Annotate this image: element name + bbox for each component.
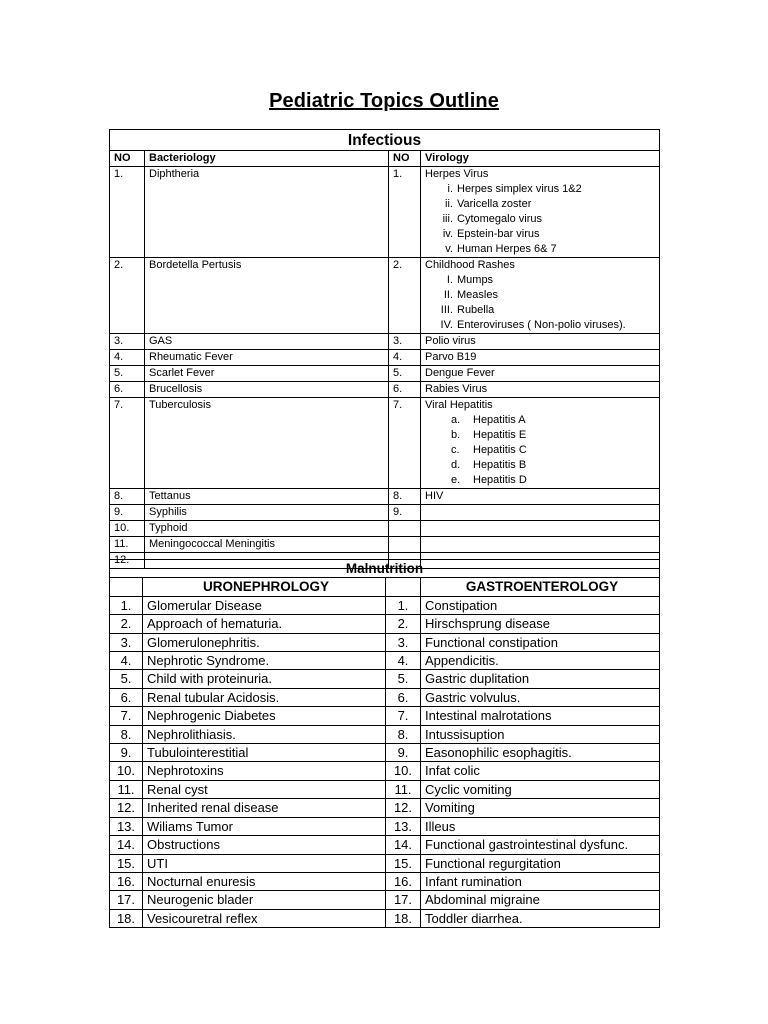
uronephrology-item: Obstructions	[143, 836, 386, 854]
uronephrology-gastroenterology-table	[109, 559, 660, 928]
infectious-heading-row	[110, 130, 660, 151]
bacteriology-number: 3.	[110, 334, 145, 350]
gastro-number: 13.	[386, 817, 421, 835]
list-item-text: Measles	[457, 289, 498, 301]
list-item	[425, 197, 659, 212]
gastroenterology-item: Functional regurgitation	[421, 854, 660, 872]
page-title: Pediatric Topics Outline	[269, 90, 499, 112]
gastro-number: 9.	[386, 744, 421, 762]
uronephrology-item: Renal cyst	[143, 780, 386, 798]
list-item-marker: III.	[440, 304, 453, 316]
list-item-marker: c.	[451, 444, 460, 456]
uronephrology-item: Inherited renal disease	[143, 799, 386, 817]
list-item-text: Hepatitis A	[473, 414, 526, 426]
gastro-number: 15.	[386, 854, 421, 872]
list-item	[425, 318, 659, 333]
virology-sublist	[425, 273, 659, 333]
table-row	[110, 817, 660, 835]
list-item-text: Varicella zoster	[457, 198, 532, 210]
table-row	[110, 854, 660, 872]
uro-number: 6.	[110, 688, 143, 706]
table-row	[110, 799, 660, 817]
list-item-text: Human Herpes 6& 7	[457, 243, 557, 255]
list-item-marker: a.	[451, 414, 461, 426]
uro-number: 3.	[110, 633, 143, 651]
bacteriology-item: Tettanus	[145, 489, 389, 505]
bacteriology-item: Brucellosis	[145, 382, 389, 398]
uronephrology-item: Child with proteinuria.	[143, 670, 386, 688]
table-row	[110, 489, 660, 505]
list-item	[425, 458, 659, 473]
table-row	[110, 521, 660, 537]
gastroenterology-item: Constipation	[421, 596, 660, 614]
list-item-marker: d.	[451, 459, 461, 471]
gastroenterology-item: Easonophilic esophagitis.	[421, 744, 660, 762]
virology-item-label: Childhood Rashes	[425, 259, 515, 271]
uronephrology-item: Neurogenic blader	[143, 891, 386, 909]
list-item	[425, 443, 659, 458]
list-item	[425, 242, 659, 257]
uro-number-header	[110, 578, 143, 596]
virology-item-label: Parvo B19	[425, 351, 477, 363]
gastroenterology-item: Cyclic vomiting	[421, 780, 660, 798]
bacteriology-item: Diphtheria	[145, 167, 389, 258]
table-row	[110, 872, 660, 890]
virology-sublist	[425, 413, 659, 488]
bacteriology-item: Meningococcal Meningitis	[145, 537, 389, 553]
list-item	[425, 212, 659, 227]
list-item-text: Hepatitis C	[473, 444, 527, 456]
gastroenterology-item: Gastric volvulus.	[421, 688, 660, 706]
uro-number: 8.	[110, 725, 143, 743]
list-item	[425, 273, 659, 288]
table-row	[110, 652, 660, 670]
table-row	[110, 615, 660, 633]
table-row	[110, 258, 660, 334]
gastro-number: 6.	[386, 688, 421, 706]
gastroenterology-item: Intestinal malrotations	[421, 707, 660, 725]
uro-number: 5.	[110, 670, 143, 688]
bacteriology-item: Rheumatic Fever	[145, 350, 389, 366]
lower-section-headers	[110, 578, 660, 596]
virology-item-label: Rabies Virus	[425, 383, 488, 395]
virology-item	[421, 398, 660, 489]
bacteriology-number: 6.	[110, 382, 145, 398]
bacteriology-number: 7.	[110, 398, 145, 489]
table-row	[110, 366, 660, 382]
col-virology: Virology	[421, 151, 660, 167]
gastro-number: 7.	[386, 707, 421, 725]
bacteriology-number: 4.	[110, 350, 145, 366]
list-item-marker: iv.	[442, 228, 453, 240]
table-row	[110, 334, 660, 350]
list-item-marker: I.	[446, 274, 453, 286]
uro-number: 12.	[110, 799, 143, 817]
gastroenterology-item: Infant rumination	[421, 872, 660, 890]
uro-number: 9.	[110, 744, 143, 762]
uro-number: 18.	[110, 909, 143, 927]
table-row	[110, 382, 660, 398]
uronephrology-item: Nephrotoxins	[143, 762, 386, 780]
col-no-bacteriology: NO	[110, 151, 145, 167]
list-item-marker: IV.	[440, 319, 453, 331]
list-item-marker: iii.	[442, 213, 453, 225]
gastro-number: 8.	[386, 725, 421, 743]
col-no-virology: NO	[389, 151, 421, 167]
bacteriology-item: Bordetella Pertusis	[145, 258, 389, 334]
gastro-number: 14.	[386, 836, 421, 854]
virology-number: 1.	[389, 167, 421, 258]
list-item-marker: e.	[451, 474, 461, 486]
infectious-column-headers	[110, 151, 660, 167]
gastro-number: 4.	[386, 652, 421, 670]
uronephrology-heading: URONEPHROLOGY	[143, 578, 386, 596]
uro-number: 17.	[110, 891, 143, 909]
table-row	[110, 633, 660, 651]
list-item-text: Cytomegalo virus	[457, 213, 542, 225]
table-row	[110, 836, 660, 854]
virology-item	[421, 521, 660, 537]
table-row	[110, 167, 660, 258]
list-item	[425, 303, 659, 318]
gastroenterology-heading: GASTROENTEROLOGY	[421, 578, 660, 596]
gastro-number: 12.	[386, 799, 421, 817]
list-item	[425, 227, 659, 242]
bacteriology-item: GAS	[145, 334, 389, 350]
gastroenterology-item: Functional constipation	[421, 633, 660, 651]
gastroenterology-item: Illeus	[421, 817, 660, 835]
virology-item	[421, 334, 660, 350]
bacteriology-number: 2.	[110, 258, 145, 334]
gastroenterology-item: Abdominal migraine	[421, 891, 660, 909]
virology-number	[389, 521, 421, 537]
uronephrology-item: Nocturnal enuresis	[143, 872, 386, 890]
bacteriology-item: Scarlet Fever	[145, 366, 389, 382]
virology-item	[421, 382, 660, 398]
virology-item	[421, 366, 660, 382]
gastro-number: 16.	[386, 872, 421, 890]
list-item-text: Hepatitis E	[473, 429, 527, 441]
list-item-marker: II.	[443, 289, 453, 301]
uronephrology-item: Vesicouretral reflex	[143, 909, 386, 927]
list-item-text: Hepatitis B	[473, 459, 527, 471]
virology-item	[421, 505, 660, 521]
uronephrology-item: Glomerulonephritis.	[143, 633, 386, 651]
bacteriology-number: 1.	[110, 167, 145, 258]
virology-item	[421, 537, 660, 553]
uronephrology-item: Nephrolithiasis.	[143, 725, 386, 743]
table-row	[110, 744, 660, 762]
gastroenterology-item: Gastric duplitation	[421, 670, 660, 688]
list-item	[425, 182, 659, 197]
virology-number: 6.	[389, 382, 421, 398]
uronephrology-item: Nephrogenic Diabetes	[143, 707, 386, 725]
bacteriology-number: 12.	[110, 553, 145, 569]
table-row	[110, 707, 660, 725]
virology-item-label: Polio virus	[425, 335, 476, 347]
table-row	[110, 909, 660, 927]
list-item-marker: v.	[445, 243, 453, 255]
malnutrition-heading: Malnutrition	[110, 560, 660, 578]
virology-number: 7.	[389, 398, 421, 489]
list-item-text: Epstein-bar virus	[457, 228, 540, 240]
list-item-text: Mumps	[457, 274, 494, 286]
table-row	[110, 762, 660, 780]
list-item-text: Rubella	[457, 304, 495, 316]
virology-item	[421, 350, 660, 366]
table-row	[110, 891, 660, 909]
virology-sublist	[425, 182, 659, 257]
gastroenterology-item: Hirschsprung disease	[421, 615, 660, 633]
virology-item	[421, 489, 660, 505]
gastro-number: 5.	[386, 670, 421, 688]
bacteriology-item: Syphilis	[145, 505, 389, 521]
malnutrition-row	[110, 560, 660, 578]
uronephrology-item: Glomerular Disease	[143, 596, 386, 614]
list-item	[425, 473, 659, 488]
table-row	[110, 688, 660, 706]
gastroenterology-item: Vomiting	[421, 799, 660, 817]
virology-number: 5.	[389, 366, 421, 382]
gastro-number: 18.	[386, 909, 421, 927]
virology-item-label: Herpes Virus	[425, 168, 489, 180]
gastroenterology-item: Toddler diarrhea.	[421, 909, 660, 927]
bacteriology-number: 11.	[110, 537, 145, 553]
gastro-number-header	[386, 578, 421, 596]
col-bacteriology: Bacteriology	[145, 151, 389, 167]
table-row	[110, 780, 660, 798]
virology-number: 8.	[389, 489, 421, 505]
bacteriology-item: Typhoid	[145, 521, 389, 537]
gastroenterology-item: Infat colic	[421, 762, 660, 780]
list-item-text: Herpes simplex virus 1&2	[457, 183, 582, 195]
list-item-marker: ii.	[445, 198, 453, 210]
virology-number: 9.	[389, 505, 421, 521]
list-item-marker: i.	[447, 183, 453, 195]
virology-number: 2.	[389, 258, 421, 334]
uro-number: 13.	[110, 817, 143, 835]
list-item-text: Enteroviruses ( Non-polio viruses).	[457, 319, 626, 331]
uronephrology-item: Wiliams Tumor	[143, 817, 386, 835]
uro-number: 7.	[110, 707, 143, 725]
virology-number	[389, 537, 421, 553]
uronephrology-item: Tubulointerestitial	[143, 744, 386, 762]
bacteriology-item: Tuberculosis	[145, 398, 389, 489]
uro-number: 4.	[110, 652, 143, 670]
table-row	[110, 596, 660, 614]
gastro-number: 10.	[386, 762, 421, 780]
list-item-marker: b.	[451, 429, 461, 441]
table-row	[110, 537, 660, 553]
table-row	[110, 398, 660, 489]
infectious-table	[109, 129, 660, 569]
uronephrology-item: Nephrotic Syndrome.	[143, 652, 386, 670]
list-item	[425, 288, 659, 303]
gastro-number: 1.	[386, 596, 421, 614]
uro-number: 16.	[110, 872, 143, 890]
virology-item	[421, 167, 660, 258]
bacteriology-number: 5.	[110, 366, 145, 382]
bacteriology-number: 10.	[110, 521, 145, 537]
uro-number: 10.	[110, 762, 143, 780]
list-item-text: Hepatitis D	[473, 474, 527, 486]
gastroenterology-item: Appendicitis.	[421, 652, 660, 670]
gastro-number: 3.	[386, 633, 421, 651]
virology-item	[421, 258, 660, 334]
gastro-number: 17.	[386, 891, 421, 909]
uronephrology-item: Approach of hematuria.	[143, 615, 386, 633]
virology-number: 4.	[389, 350, 421, 366]
uro-number: 1.	[110, 596, 143, 614]
uro-number: 15.	[110, 854, 143, 872]
uro-number: 14.	[110, 836, 143, 854]
uro-number: 11.	[110, 780, 143, 798]
uro-number: 2.	[110, 615, 143, 633]
table-row	[110, 725, 660, 743]
gastro-number: 11.	[386, 780, 421, 798]
virology-item-label: Dengue Fever	[425, 367, 495, 379]
table-row	[110, 350, 660, 366]
uronephrology-item: UTI	[143, 854, 386, 872]
list-item	[425, 428, 659, 443]
gastroenterology-item: Intussisuption	[421, 725, 660, 743]
bacteriology-number: 8.	[110, 489, 145, 505]
virology-number: 3.	[389, 334, 421, 350]
table-row	[110, 505, 660, 521]
virology-item-label: Viral Hepatitis	[425, 399, 493, 411]
virology-item-label: HIV	[425, 490, 444, 502]
uronephrology-item: Renal tubular Acidosis.	[143, 688, 386, 706]
table-row	[110, 670, 660, 688]
list-item	[425, 413, 659, 428]
infectious-heading: Infectious	[110, 130, 660, 151]
gastro-number: 2.	[386, 615, 421, 633]
gastroenterology-item: Functional gastrointestinal dysfunc.	[421, 836, 660, 854]
bacteriology-number: 9.	[110, 505, 145, 521]
